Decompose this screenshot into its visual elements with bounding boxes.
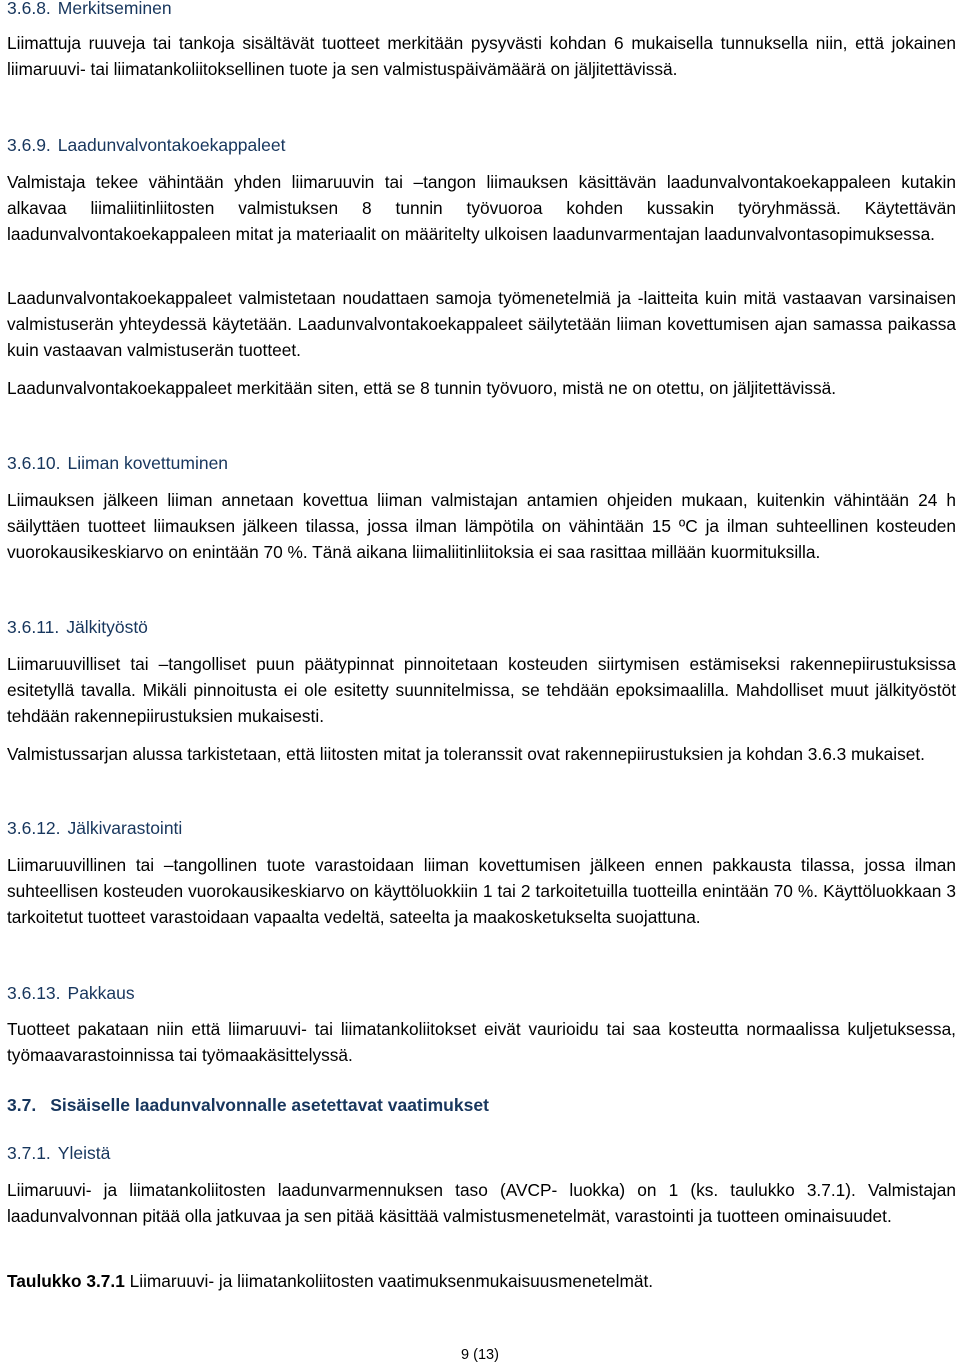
section-heading-3-6-10 xyxy=(7,452,956,474)
section-heading-3-7-1 xyxy=(7,1142,956,1164)
paragraph: Laadunvalvontakoekappaleet merkitään siten, että se 8 tunnin työvuoro, mistä ne on otettu, on jäljitettävissä. xyxy=(7,378,837,398)
paragraph: Tuotteet pakataan niin että liimaruuvi- tai liimatankoliitokset eivät vaurioidu tai saa kosteutta normaalissa kuljetuksessa, työmaavarastoinnissa tai työmaakäsittelyssä. xyxy=(7,1019,956,1066)
section-title: Yleistä xyxy=(57,1143,111,1163)
section-number: 3.7.1. xyxy=(7,1143,51,1163)
table-caption-label: Taulukko 3.7.1 xyxy=(7,1271,125,1291)
section-heading-3-6-8 xyxy=(7,0,956,19)
paragraph: Liimaruuvillinen tai –tangollinen tuote varastoidaan liiman kovettumisen jälkeen ennen pakkausta tilassa, jossa ilman suhteellisen kosteuden vuorokausikeskiarvo on käyttöluokkiin 1 tai 2 tarkoitetuilla tuotteilla enintään 70 %. Käyttöluokkaan 3 tarkoitetut tuotteet varastoidaan vapaalta vedeltä, sateelta ja maakosketukselta suojattuna. xyxy=(7,855,956,928)
section-title: Pakkaus xyxy=(67,983,135,1003)
section-number: 3.6.13. xyxy=(7,983,61,1003)
section-heading-3-6-11 xyxy=(7,616,956,638)
paragraph: Liimattuja ruuveja tai tankoja sisältävät tuotteet merkitään pysyvästi kohdan 6 mukaisella tunnuksella niin, että jokainen liimaruuvi- tai liimatankoliitoksellinen tuote ja sen valmistuspäivämäärä on jäljitettävissä. xyxy=(7,33,956,80)
section-title: Jälkityöstö xyxy=(66,617,148,637)
section-heading-3-6-12 xyxy=(7,817,956,839)
section-heading-3-6-9 xyxy=(7,134,956,156)
paragraph: Liimaruuvilliset tai –tangolliset puun päätypinnat pinnoitetaan kosteuden siirtymisen estämiseksi rakennepiirustuksissa esitetyllä tavalla. Mikäli pinnoitusta ei ole esitetty suunnitelmissa, se tehdään epoksimaalilla. Mahdolliset muut jälkityöstöt tehdään rakennepiirustuksien mukaisesti. xyxy=(7,654,956,727)
section-number: 3.6.10. xyxy=(7,453,61,473)
table-caption xyxy=(7,1270,956,1292)
paragraph: Liimauksen jälkeen liiman annetaan kovettua liiman valmistajan antamien ohjeiden mukaan, kuitenkin vähintään 24 h säilyttäen tuotteet liimauksen jälkeen tilassa, jossa ilman lämpötila on vähintään 15 ºC ja ilman suhteellinen kosteuden vuorokausikeskiarvo on enintään 70 %. Tänä aikana liimaliitinliitoksia ei saa rasittaa millään kuormituksilla. xyxy=(7,490,956,563)
section-title: Jälkivarastointi xyxy=(67,818,183,838)
paragraph: Valmistussarjan alussa tarkistetaan, että liitosten mitat ja toleranssit ovat rakennepiirustuksien ja kohdan 3.6.3 mukaiset. xyxy=(7,744,925,764)
section-title: Laadunvalvontakoekappaleet xyxy=(57,135,286,155)
section-heading-3-7 xyxy=(7,1094,956,1116)
section-heading-3-6-13 xyxy=(7,982,956,1004)
section-number: 3.6.9. xyxy=(7,135,51,155)
section-title: Sisäiselle laadunvalvonnalle asetettavat vaatimukset xyxy=(50,1095,489,1115)
table-caption-text: Liimaruuvi- ja liimatankoliitosten vaatimuksenmukaisuusmenetelmät. xyxy=(129,1271,654,1291)
section-number: 3.6.12. xyxy=(7,818,61,838)
section-number: 3.7. xyxy=(7,1095,37,1115)
section-title: Merkitseminen xyxy=(57,0,172,18)
section-title: Liiman kovettuminen xyxy=(67,453,229,473)
page-number: 9 (13) xyxy=(461,1347,499,1363)
paragraph: Valmistaja tekee vähintään yhden liimaruuvin tai –tangon liimauksen käsittävän laadunvalvontakoekappaleen kutakin alkavaa liimaliitinliitosten valmistuksen 8 tunnin työvuoroa kohden kussakin työryhmässä. Käytettävän laadunvalvontakoekappaleen mitat ja materiaalit on määritelty ulkoisen laadunvarmentajan laadunvalvontasopimuksessa. xyxy=(7,172,956,245)
section-number: 3.6.8. xyxy=(7,0,51,18)
section-number: 3.6.11. xyxy=(7,617,60,637)
paragraph: Liimaruuvi- ja liimatankoliitosten laadunvarmennuksen taso (AVCP- luokka) on 1 (ks. taulukko 3.7.1). Valmistajan laadunvalvonnan pitää olla jatkuvaa ja sen pitää käsittää valmistusmenetelmät, varastointi ja tuotteen ominaisuudet. xyxy=(7,1180,956,1227)
paragraph: Laadunvalvontakoekappaleet valmistetaan noudattaen samoja työmenetelmiä ja -laitteita kuin mitä vastaavan varsinaisen valmistuserän yhteydessä käytetään. Laadunvalvontakoekappaleet säilytetään liiman kovettumisen ajan samassa paikassa kuin vastaavan valmistuserän tuotteet. xyxy=(7,288,956,361)
